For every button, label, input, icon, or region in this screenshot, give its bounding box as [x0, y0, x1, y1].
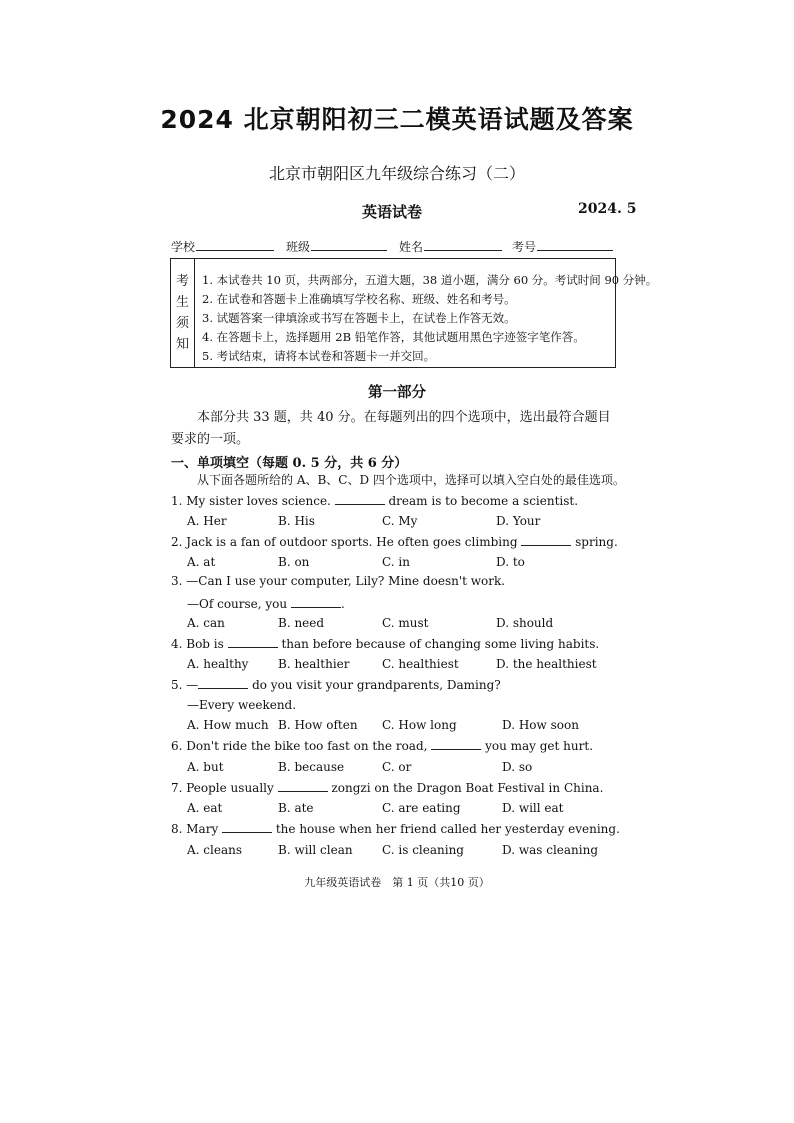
- school-field[interactable]: [171, 238, 274, 255]
- question-5-reply: —Every weekend.: [187, 698, 297, 712]
- answer-blank[interactable]: [228, 636, 278, 648]
- option-a[interactable]: A. Her: [187, 514, 227, 528]
- option-b[interactable]: B. need: [278, 616, 325, 630]
- option-b[interactable]: B. will clean: [278, 843, 353, 857]
- paper-date: 2024. 5: [578, 201, 637, 217]
- option-d[interactable]: D. the healthiest: [496, 657, 597, 671]
- student-info-row: [171, 238, 615, 258]
- page-footer: 九年级英语试卷 第 1 页（共10 页）: [304, 876, 490, 889]
- exam-number-label: 考号: [512, 240, 537, 254]
- name-field[interactable]: [399, 238, 502, 255]
- option-a[interactable]: A. healthy: [187, 657, 249, 671]
- option-d[interactable]: D. How soon: [502, 718, 579, 732]
- notice-item: 4. 在答题卡上，选择题用 2B 铅笔作答，其他试题用黑色字迹签字笔作答。: [202, 330, 585, 344]
- option-a[interactable]: A. How much: [187, 718, 269, 732]
- notice-item: 3. 试题答案一律填涂或书写在答题卡上，在试卷上作答无效。: [202, 311, 516, 325]
- option-a[interactable]: A. eat: [187, 801, 223, 815]
- answer-blank[interactable]: [222, 821, 272, 833]
- notice-item: 5. 考试结束，请将本试卷和答题卡一并交回。: [202, 349, 436, 363]
- answer-blank[interactable]: [521, 534, 571, 546]
- option-c[interactable]: C. is cleaning: [382, 843, 464, 857]
- document-subtitle: 北京市朝阳区九年级综合练习（二）: [268, 164, 525, 183]
- class-label: 班级: [286, 240, 311, 254]
- option-b[interactable]: B. healthier: [278, 657, 350, 671]
- question-5: 5. — do you visit your grandparents, Daming?: [171, 678, 501, 692]
- question-3-reply: —Of course, you .: [187, 597, 345, 611]
- option-b[interactable]: B. How often: [278, 718, 358, 732]
- exam-number-field[interactable]: [512, 238, 613, 255]
- section-instructions: 从下面各题所给的 A、B、C、D 四个选项中，选择可以填入空白处的最佳选项。: [197, 473, 625, 487]
- class-field[interactable]: [286, 238, 387, 255]
- option-d[interactable]: D. was cleaning: [502, 843, 599, 857]
- option-d[interactable]: D. will eat: [502, 801, 564, 815]
- option-b[interactable]: B. His: [278, 514, 315, 528]
- notice-item: 1. 本试卷共 10 页，共两部分，五道大题，38 道小题，满分 60 分。考试时间 90 分钟。: [202, 273, 658, 287]
- name-label: 姓名: [399, 240, 424, 254]
- option-d[interactable]: D. should: [496, 616, 554, 630]
- question-8: 8. Mary the house when her friend called her yesterday evening.: [171, 822, 620, 836]
- exam-notice-box: [170, 258, 658, 368]
- option-c[interactable]: C. are eating: [382, 801, 461, 815]
- option-a[interactable]: A. cleans: [187, 843, 242, 857]
- document-title: 2024 北京朝阳初三二模英语试题及答案: [160, 105, 634, 134]
- question-2: 2. Jack is a fan of outdoor sports. He often goes climbing spring.: [171, 535, 618, 549]
- part-intro: 本部分共 33 题，共 40 分。在每题列出的四个选项中，选出最符合题目要求的一项。: [171, 410, 611, 447]
- answer-blank[interactable]: [291, 596, 341, 608]
- option-b[interactable]: B. on: [278, 555, 310, 569]
- option-c[interactable]: C. How long: [382, 718, 457, 732]
- option-b[interactable]: B. because: [278, 760, 345, 774]
- option-b[interactable]: B. ate: [278, 801, 314, 815]
- school-label: 学校: [171, 240, 196, 254]
- answer-blank[interactable]: [335, 493, 385, 505]
- option-a[interactable]: A. can: [187, 616, 225, 630]
- question-1: 1. My sister loves science. dream is to become a scientist.: [171, 494, 579, 508]
- option-d[interactable]: D. so: [502, 760, 533, 774]
- option-c[interactable]: C. must: [382, 616, 429, 630]
- option-a[interactable]: A. but: [187, 760, 224, 774]
- option-d[interactable]: D. Your: [496, 514, 541, 528]
- paper-name: 英语试卷: [362, 203, 423, 221]
- question-3: 3. —Can I use your computer, Lily? Mine doesn't work.: [171, 574, 506, 588]
- part-heading: 第一部分: [368, 384, 426, 401]
- question-7: 7. People usually zongzi on the Dragon Boat Festival in China.: [171, 781, 604, 795]
- question-6: 6. Don't ride the bike too fast on the road, you may get hurt.: [171, 739, 594, 753]
- option-c[interactable]: C. in: [382, 555, 410, 569]
- answer-blank[interactable]: [431, 738, 481, 750]
- notice-label: 考 生 须 知: [171, 259, 195, 367]
- option-c[interactable]: C. healthiest: [382, 657, 459, 671]
- option-d[interactable]: D. to: [496, 555, 525, 569]
- option-a[interactable]: A. at: [187, 555, 216, 569]
- notice-item: 2. 在试卷和答题卡上准确填写学校名称、班级、姓名和考号。: [202, 292, 516, 306]
- option-c[interactable]: C. My: [382, 514, 418, 528]
- notice-items: [202, 271, 657, 366]
- question-4: 4. Bob is than before because of changing some living habits.: [171, 637, 600, 651]
- option-c[interactable]: C. or: [382, 760, 412, 774]
- answer-blank[interactable]: [278, 780, 328, 792]
- section-heading: 一、单项填空（每题 0. 5 分，共 6 分）: [171, 456, 408, 471]
- answer-blank[interactable]: [198, 677, 248, 689]
